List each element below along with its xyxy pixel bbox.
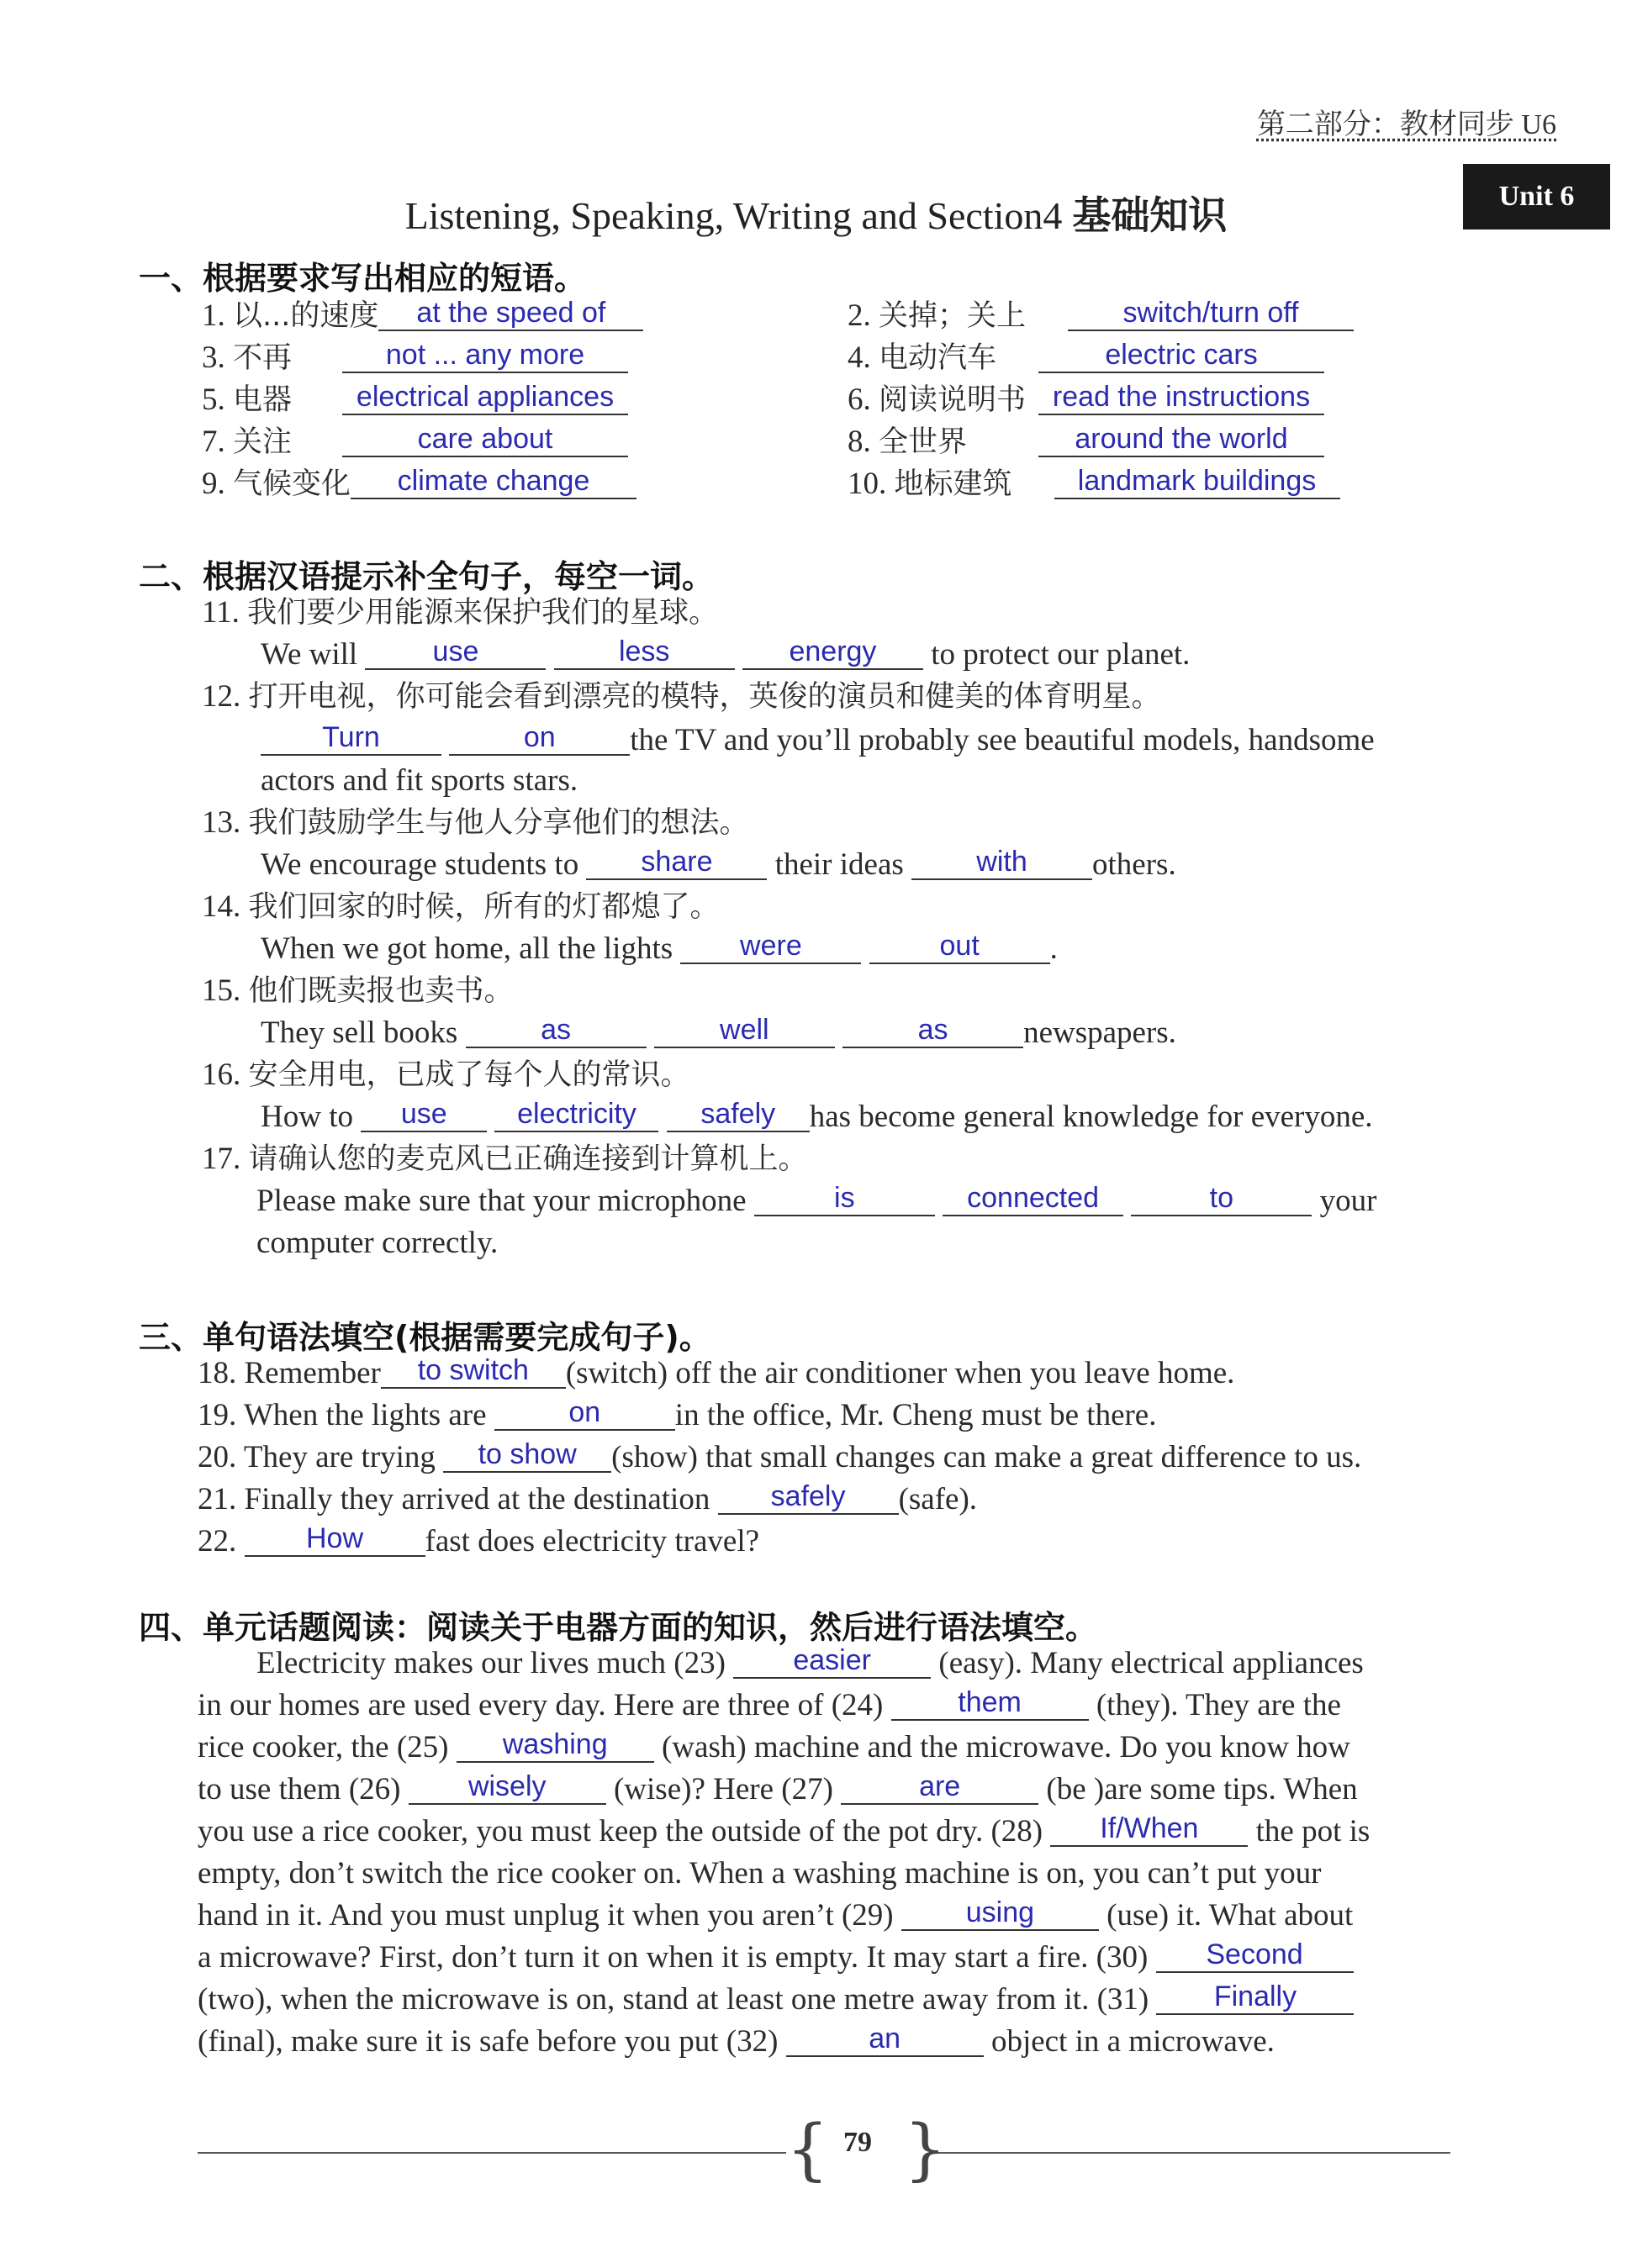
answer-blank[interactable]: use [361,1097,487,1132]
answer-blank[interactable]: them [891,1685,1089,1721]
answer-blank[interactable]: to switch [381,1353,566,1389]
answer-blank[interactable]: electricity [494,1097,658,1132]
q12-chinese: 12. 打开电视，你可能会看到漂亮的模特，英俊的演员和健美的体育明星。 [202,679,1161,714]
q17-sentence: Please make sure that your microphone is connected to your [256,1182,1377,1218]
answer-blank[interactable]: How [245,1522,425,1557]
q21: 21. Finally they arrived at the destination safely (safe). [198,1480,978,1516]
answer-blank[interactable]: Finally [1156,1980,1354,2015]
q17-line2: computer correctly. [256,1226,499,1260]
answer-blank[interactable]: is [754,1181,935,1216]
phrase-item: 5. 电器 electrical appliances [202,380,628,420]
phrase-item: 9. 气候变化 climate change [202,464,636,504]
q14-chinese: 14. 我们回家的时候，所有的灯都熄了。 [202,889,720,924]
page-number: 79 [843,2127,872,2158]
passage-line: empty, don’t switch the rice cooker on. When a washing machine is on, you can’t put your [198,1856,1322,1891]
phrase-item: 2. 关掉；关上 switch/turn off [848,296,1354,336]
answer-blank[interactable]: well [654,1013,835,1048]
answer-blank[interactable]: easier [733,1643,931,1679]
footer-rule-right [929,2152,1450,2154]
passage-line: rice cooker, the (25) washing (wash) machine and the microwave. Do you know how [198,1728,1350,1764]
brace-left-icon: { [786,2110,829,2188]
answer-blank[interactable]: not ... any more [342,338,628,373]
q20: 20. They are trying to show (show) that small changes can make a great difference to us. [198,1438,1362,1474]
q14-sentence: When we got home, all the lights were out . [261,930,1058,966]
answer-blank[interactable]: If/When [1050,1812,1248,1847]
answer-blank[interactable]: share [586,845,767,880]
answer-blank[interactable]: wisely [409,1770,606,1805]
title-chinese: 基础知识 [1072,193,1228,238]
q11-chinese: 11. 我们要少用能源来保护我们的星球。 [202,595,719,630]
answer-blank[interactable]: safely [667,1097,810,1132]
passage-line: you use a rice cooker, you must keep the outside of the pot dry. (28) If/When the pot is [198,1812,1371,1849]
phrase-item: 7. 关注 care about [202,422,628,462]
part4-heading: 四、单元话题阅读：阅读关于电器方面的知识，然后进行语法填空。 [139,1609,1098,1646]
q18: 18. Remember to switch (switch) off the air conditioner when you leave home. [198,1354,1235,1390]
phrase-item: 4. 电动汽车 electric cars [848,338,1324,378]
answer-blank[interactable]: electrical appliances [342,380,628,415]
q12-line2: actors and fit sports stars. [261,763,578,798]
phrase-item: 3. 不再 not ... any more [202,338,628,378]
q11-sentence: We will use less energy to protect our planet. [261,636,1191,672]
answer-blank[interactable]: connected [943,1181,1123,1216]
passage-line: (two), when the microwave is on, stand at least one metre away from it. (31) Finally [198,1980,1354,2020]
passage-line: to use them (26) wisely (wise)? Here (27) are (be )are some tips. When [198,1770,1358,1806]
answer-blank[interactable]: with [911,845,1092,880]
passage-line: a microwave? First, don’t turn it on when it is empty. It may start a fire. (30) Second [198,1938,1354,1978]
answer-blank[interactable]: at the speed of [378,296,643,331]
answer-blank[interactable]: on [449,720,630,756]
q13-chinese: 13. 我们鼓励学生与他人分享他们的想法。 [202,805,749,840]
section-label: 第二部分：教材同步 U6 [1256,109,1556,140]
answer-blank[interactable]: as [466,1013,647,1048]
phrase-item: 6. 阅读说明书 read the instructions [848,380,1324,420]
title-english: Listening, Speaking, Writing and Section4 [404,194,1063,237]
q19: 19. When the lights are on in the office, Mr. Cheng must be there. [198,1396,1157,1432]
answer-blank[interactable]: on [494,1395,675,1431]
answer-blank[interactable]: Turn [261,720,441,756]
answer-blank[interactable]: an [786,2022,984,2057]
phrase-item: 8. 全世界 around the world [848,422,1324,462]
part2-heading: 二、根据汉语提示补全句子，每空一词。 [139,558,715,595]
phrase-item: 1. 以...的速度 at the speed of [202,296,643,336]
answer-blank[interactable]: safely [718,1479,899,1515]
q15-chinese: 15. 他们既卖报也卖书。 [202,973,514,1008]
answer-blank[interactable]: as [842,1013,1023,1048]
answer-blank[interactable]: read the instructions [1038,380,1324,415]
q22: 22. How fast does electricity travel? [198,1522,760,1559]
q17-chinese: 17. 请确认您的麦克风已正确连接到计算机上。 [202,1142,808,1176]
answer-blank[interactable]: were [680,929,861,964]
answer-blank[interactable]: use [365,635,546,670]
passage-line: Electricity makes our lives much (23) easier (easy). Many electrical appliances [256,1644,1364,1680]
q16-sentence: How to use electricity safely has become general knowledge for everyone. [261,1098,1373,1134]
answer-blank[interactable]: to [1131,1181,1312,1216]
answer-blank[interactable]: washing [457,1727,654,1763]
part1-heading: 一、根据要求写出相应的短语。 [139,260,587,297]
answer-blank[interactable]: around the world [1038,422,1324,457]
answer-blank[interactable]: energy [742,635,923,670]
unit-tab: Unit 6 [1463,164,1610,229]
brace-right-icon: } [904,2110,947,2188]
answer-blank[interactable]: landmark buildings [1054,464,1340,499]
q12-sentence: Turn on the TV and you’ll probably see beautiful models, handsome [261,720,1375,761]
q16-chinese: 16. 安全用电，已成了每个人的常识。 [202,1058,690,1092]
phrase-item: 10. 地标建筑 landmark buildings [848,464,1340,504]
passage-line: hand in it. And you must unplug it when you aren’t (29) using (use) it. What about [198,1896,1354,1933]
footer-rule-left [198,2152,786,2154]
answer-blank[interactable]: switch/turn off [1068,296,1354,331]
answer-blank[interactable]: electric cars [1038,338,1324,373]
answer-blank[interactable]: to show [443,1437,611,1473]
answer-blank[interactable]: are [841,1770,1038,1805]
answer-blank[interactable]: care about [342,422,628,457]
passage-line: in our homes are used every day. Here are three of (24) them (they). They are the [198,1686,1341,1722]
page-title [0,185,1632,240]
answer-blank[interactable]: Second [1156,1938,1354,1973]
answer-blank[interactable]: less [554,635,735,670]
passage-line: (final), make sure it is safe before you put (32) an object in a microwave. [198,2023,1275,2059]
part3-heading: 三、单句语法填空(根据需要完成句子)。 [139,1319,711,1356]
q15-sentence: They sell books as well as newspapers. [261,1014,1176,1050]
answer-blank[interactable]: climate change [351,464,636,499]
answer-blank[interactable]: out [869,929,1050,964]
q13-sentence: We encourage students to share their ideas with others. [261,846,1176,882]
answer-blank[interactable]: using [901,1896,1099,1931]
